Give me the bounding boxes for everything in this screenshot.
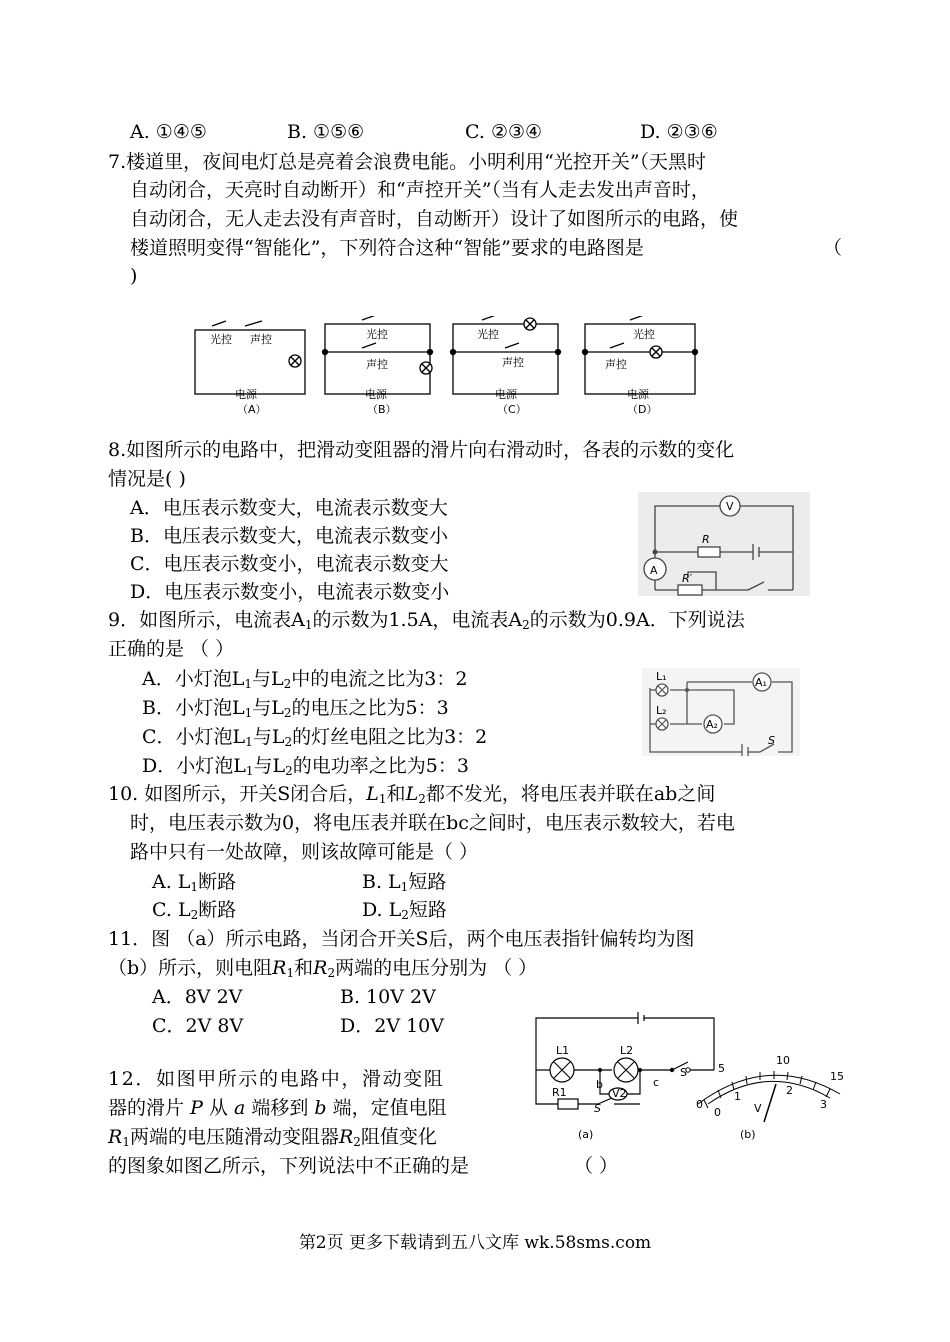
q7-line-3: 自动闭合，无人走去没有声音时，自动断开）设计了如图所示的电路，使 (130, 208, 739, 230)
q11-figures (528, 1012, 850, 1142)
q12-line-1: 12．如图甲所示的电路中，滑动变阻 (108, 1068, 445, 1090)
q7b-caption: （B） (367, 403, 397, 416)
q11-cap-b: (b) (740, 1128, 756, 1141)
q11-v2-label: V2 (612, 1087, 627, 1100)
q7-paren-open: （ (823, 237, 843, 259)
q11-l2-label: L2 (620, 1044, 634, 1057)
prev-option-a: A. ①④⑤ (130, 121, 207, 143)
q11-l1-label: L1 (556, 1044, 570, 1057)
q8-option-c: C．电压表示数变小，电流表示数变大 (130, 553, 449, 575)
q7-line-1: 7.楼道里，夜间电灯总是亮着会浪费电能。小明利用“光控开关”（天黑时 (108, 151, 707, 173)
q7c-caption: （C） (497, 403, 527, 416)
q9-option-a: A．小灯泡$L_1$与$L_2$中的电流之比为3：2 (142, 668, 468, 691)
q11-tick-0: 0 (696, 1098, 703, 1111)
q7-circuit-figures (190, 316, 720, 421)
q7b-light-label: 光控 (366, 328, 388, 341)
q11-option-c: C．2V 8V (152, 1015, 244, 1037)
page-footer: 第2页 更多下载请到五八文库 wk.58sms.com (298, 1233, 652, 1253)
q7a-light-label: 光控 (210, 333, 232, 346)
q7d-sound-label: 声控 (605, 358, 627, 371)
q11-option-b: B. 10V 2V (340, 986, 436, 1008)
q9-option-c: C．小灯泡$L_1$与$L_2$的灯丝电阻之比为3：2 (142, 726, 488, 749)
q9-a1-label: A₁ (755, 676, 767, 689)
q7b-sound-label: 声控 (366, 358, 388, 371)
q9-stem-1: 9．如图所示，电流表$A_1$的示数为1.5A，电流表$A_2$的示数为0.9A．下列说法 (108, 609, 745, 632)
q7d-power-label: 电源 (627, 388, 649, 401)
q8-r-label: R (702, 533, 710, 546)
q11-inner-1: 1 (734, 1090, 741, 1103)
q9-l1-label: L₁ (656, 670, 667, 683)
q11-option-a: A．8V 2V (152, 986, 243, 1008)
q11-line-2: （b）所示，则电阻$R_1$和$R_2$两端的电压分别为 （ ） (108, 957, 538, 980)
q11-inner-3: 3 (820, 1098, 827, 1111)
q7-circuit-c (451, 316, 561, 394)
q7c-light-label: 光控 (477, 328, 499, 341)
q7-line-2: 自动闭合，天亮时自动断开）和“声控开关”（当有人走去发出声音时， (130, 179, 710, 201)
q11-b-label: b (596, 1078, 603, 1091)
q10-line-1: 10. 如图所示，开关S闭合后，$L_1$和$L_2$都不发光，将电压表并联在ab之间 (108, 783, 716, 806)
q11-cap-a: (a) (578, 1128, 594, 1141)
q11-tick-10: 10 (776, 1054, 790, 1067)
q9-l2-label: L₂ (656, 704, 667, 717)
q9-circuit-figure (642, 668, 800, 756)
q11-tick-15: 15 (830, 1070, 844, 1083)
q11-v-label: V (754, 1102, 762, 1115)
q11-r1-label: R1 (552, 1086, 567, 1099)
q8-stem-1: 8.如图所示的电路中，把滑动变阻器的滑片向右滑动时，各表的示数的变化 (108, 439, 735, 461)
q8-option-b: B．电压表示数变大，电流表示数变小 (130, 525, 448, 547)
q10-line-2: 时，电压表示数为0，将电压表并联在bc之间时，电压表示数较大，若电 (130, 812, 735, 834)
q7-circuit-a (195, 321, 305, 394)
q11-line-1: 11．图 （a）所示电路，当闭合开关S后，两个电压表指针偏转均为图 (108, 928, 695, 950)
q7a-power-label: 电源 (235, 388, 257, 401)
prev-option-d: D. ②③⑥ (640, 121, 718, 143)
q12-line-2: 器的滑片 P 从 a 端移到 b 端，定值电阻 (108, 1097, 447, 1119)
q7a-caption: （A） (237, 403, 267, 416)
prev-option-b: B. ①⑤⑥ (287, 121, 365, 143)
q7d-light-label: 光控 (633, 328, 655, 341)
q12-line-4: 的图象如图乙所示，下列说法中不正确的是 (108, 1155, 470, 1177)
q7c-power-label: 电源 (495, 388, 517, 401)
q9-s-label: S (768, 734, 775, 747)
q11-dial (698, 1075, 840, 1104)
q8-stem-2: 情况是( ) (108, 468, 186, 490)
q8-voltmeter-label: V (726, 500, 734, 513)
q12-line-3: $R_1$两端的电压随滑动变阻器$R_2$阻值变化 (108, 1126, 437, 1149)
q9-option-b: B．小灯泡$L_1$与$L_2$的电压之比为5：3 (142, 697, 449, 720)
q11-tick-5: 5 (718, 1062, 725, 1075)
q8-rp-label: R′ (682, 572, 693, 585)
q11-inner-2: 2 (786, 1084, 793, 1097)
q7a-sound-label: 声控 (250, 333, 272, 346)
q10-option-b: B. $L_1$短路 (362, 871, 447, 894)
prev-option-c: C. ②③④ (465, 121, 543, 143)
q10-option-a: A. $L_1$断路 (152, 871, 237, 894)
q11-inner-0: 0 (714, 1106, 721, 1119)
q10-option-d: D. $L_2$短路 (362, 899, 447, 922)
q8-ammeter-label: A (650, 564, 658, 577)
q7-line-4: 楼道照明变得“智能化”，下列符合这种“智能”要求的电路图是 (130, 237, 644, 259)
q9-a2-label: A₂ (706, 718, 718, 731)
q11-s2-label: S (594, 1102, 601, 1115)
q11-option-d: D．2V 10V (340, 1015, 444, 1037)
q7c-sound-label: 声控 (502, 356, 524, 369)
q11-c-label: c (653, 1076, 660, 1089)
q9-option-d: D．小灯泡$L_1$与$L_2$的电功率之比为5：3 (142, 755, 469, 778)
q8-circuit-figure (638, 492, 810, 596)
q7b-power-label: 电源 (365, 388, 387, 401)
q7-paren-close: ) (130, 265, 138, 287)
q7d-caption: （D） (627, 403, 658, 416)
q12-paren: （ ） (574, 1155, 619, 1177)
q8-option-a: A．电压表示数变大，电流表示数变大 (130, 497, 448, 519)
q10-option-c: C. $L_2$断路 (152, 899, 237, 922)
q9-stem-2: 正确的是 （ ） (108, 638, 235, 660)
q10-line-3: 路中只有一处故障，则该故障可能是（ ） (130, 841, 479, 863)
q8-option-d: D．电压表示数变小，电流表示数变小 (130, 581, 450, 603)
q11-s-label: S (680, 1066, 687, 1079)
